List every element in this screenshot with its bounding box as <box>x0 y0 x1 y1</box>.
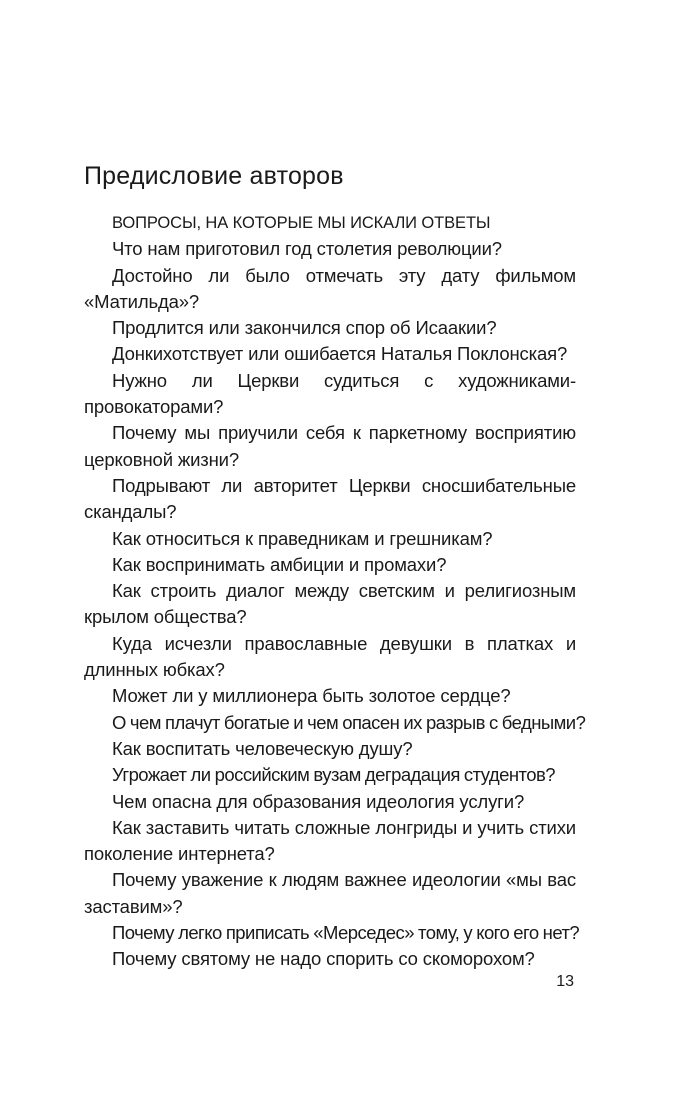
question-10: Как строить диалог между светским и религиозным крылом общества? <box>84 580 576 628</box>
question-8: Как относиться к праведникам и грешникам? <box>112 527 493 549</box>
question-17: Как заставить читать сложные лонгриды и учить стихи поколение интернета? <box>84 816 576 865</box>
section-heading: ВОПРОСЫ, НА КОТОРЫЕ МЫ ИСКАЛИ ОТВЕТЫ <box>112 214 491 232</box>
question-1: Что нам приготовил год столетия революции? <box>112 238 502 260</box>
question-14: Как воспитать человеческую душу? <box>112 737 413 759</box>
question-9: Как воспринимать амбиции и промахи? <box>112 553 447 575</box>
question-15: Угрожает ли российским вузам деградация студентов? <box>112 764 555 786</box>
question-16: Чем опасна для образования идеология услуги? <box>112 790 525 812</box>
question-5: Нужно ли Церкви судиться с художниками-провокаторами? <box>84 369 576 418</box>
question-3: Продлится или закончился спор об Исаакии? <box>112 317 497 339</box>
question-11: Куда исчезли православные девушки в платках и длинных юбках? <box>84 632 576 681</box>
question-18: Почему уважение к людям важнее идеологии «мы вас заставим»? <box>84 869 576 917</box>
page-number: 13 <box>556 973 574 990</box>
question-7: Подрывают ли авторитет Церкви сносшибательные скандалы? <box>84 474 576 523</box>
questions-section <box>84 210 586 973</box>
question-13: О чем плачут богатые и чем опасен их разрыв с бедными? <box>112 711 586 733</box>
question-12: Может ли у миллионера быть золотое сердце? <box>112 685 511 707</box>
question-2: Достойно ли было отмечать эту дату фильмом «Матильда»? <box>84 264 576 312</box>
chapter-title: Предисловие авторов <box>84 162 344 190</box>
question-6: Почему мы приучили себя к паркетному восприятию церковной жизни? <box>84 422 576 470</box>
question-19: Почему легко приписать «Мерседес» тому, у кого его нет? <box>112 922 580 944</box>
question-20: Почему святому не надо спорить со скоморохом? <box>112 948 535 970</box>
question-4: Донкихотствует или ошибается Наталья Поклонская? <box>112 343 568 365</box>
